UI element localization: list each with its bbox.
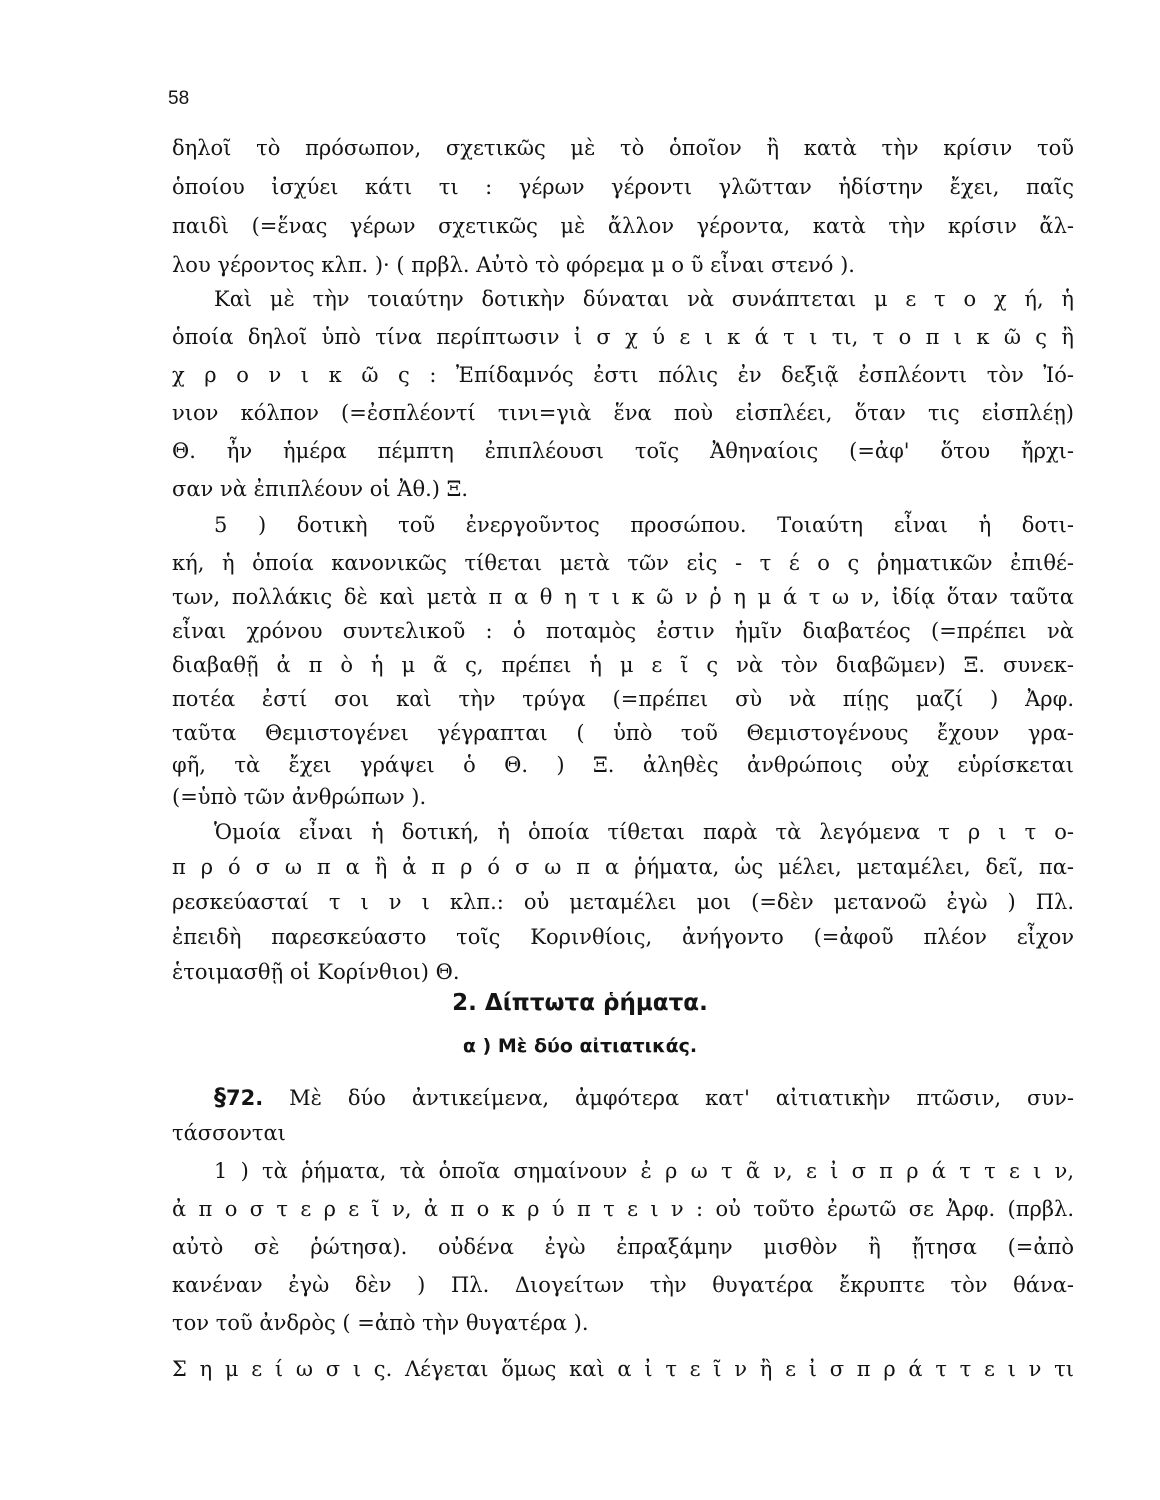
text-line: Θ. ἦν ἡμέρα πέμπτη ἐπιπλέουσι τοῖς Ἀθηναίοις (=ἀφ' ὅτου ἤρχι- (172, 439, 1074, 463)
page-number: 58 (168, 88, 190, 109)
section-text: Μὲ δύο ἀντικείμενα, ἀμφότερα κατ' αἰτιατικὴν πτῶσιν, συν- (289, 1086, 1074, 1110)
text-line: ποτέα ἐστί σοι καὶ τὴν τρύγα (=πρέπει σὺ νὰ πίῃς μαζί ) Ἀρφ. (172, 687, 1074, 711)
section-paragraph-start (214, 1083, 1074, 1112)
section-number: 72. (226, 1086, 264, 1110)
text-line: τον τοῦ ἀνδρὸς ( =ἀπὸ τὴν θυγατέρα ). (172, 1311, 589, 1335)
text-line: διαβαθῇ ἀ π ὸ ἡ μ ᾶ ς, πρέπει ἡ μ ε ῖ ς νὰ τὸν διαβῶμεν) Ξ. συνεκ- (172, 653, 1074, 677)
text-line: ρεσκεύασταί τ ι ν ι κλπ.: οὐ μεταμέλει μοι (=δὲν μετανοῶ ἐγὼ ) Πλ. (172, 890, 1074, 914)
section-heading: 2. Δίπτωτα ῥήματα. (452, 990, 708, 1016)
text-line: κή, ἡ ὁποία κανονικῶς τίθεται μετὰ τῶν εἰς - τ έ ο ς ῥηματικῶν ἐπιθέ- (172, 551, 1074, 575)
text-line: ἐπειδὴ παρεσκεύαστο τοῖς Κορινθίοις, ἀνήγοντο (=ἀφοῦ πλέον εἶχον (172, 925, 1074, 949)
text-line: 1 ) τὰ ῥήματα, τὰ ὁποῖα σημαίνουν ἐ ρ ω τ ᾶ ν, ε ἰ σ π ρ ά τ τ ε ι ν, (214, 1159, 1074, 1183)
text-line: δηλοῖ τὸ πρόσωπον, σχετικῶς μὲ τὸ ὁποῖον ἢ κατὰ τὴν κρίσιν τοῦ (172, 136, 1074, 160)
text-line: νιον κόλπον (=ἐσπλέοντί τινι=γιὰ ἕνα ποὺ εἰσπλέει, ὅταν τις εἰσπλέῃ) (172, 401, 1074, 425)
text-line: σαν νὰ ἐπιπλέουν οἱ Ἀθ.) Ξ. (172, 477, 469, 501)
text-line: εἶναι χρόνου συντελικοῦ : ὁ ποταμὸς ἐστιν ἡμῖν διαβατέος (=πρέπει νὰ (172, 619, 1074, 643)
text-line: ἀ π ο σ τ ε ρ ε ῖ ν, ἀ π ο κ ρ ύ π τ ε ι ν : οὐ τοῦτο ἐρωτῶ σε Ἀρφ. (πρβλ. (172, 1197, 1074, 1221)
section-symbol: § (214, 1083, 226, 1111)
text-line: ἑτοιμασθῇ οἱ Κορίνθιοι) Θ. (172, 960, 460, 984)
text-line: φῆ, τὰ ἔχει γράψει ὁ Θ. ) Ξ. ἀληθὲς ἀνθρώποις οὐχ εὑρίσκεται (172, 753, 1074, 777)
text-line: χ ρ ο ν ι κ ῶ ς : Ἐπίδαμνός ἐστι πόλις ἐν δεξιᾷ ἐσπλέοντι τὸν Ἰό- (172, 363, 1074, 387)
text-line: των, πολλάκις δὲ καὶ μετὰ π α θ η τ ι κ ῶ ν ῥ η μ ά τ ω ν, ἰδίᾳ ὅταν ταῦτα (172, 585, 1074, 609)
text-line: αὐτὸ σὲ ῥώτησα). οὐδένα ἐγὼ ἐπραξάμην μισθὸν ἢ ᾔτησα (=ἀπὸ (172, 1235, 1074, 1259)
text-line: παιδὶ (=ἕνας γέρων σχετικῶς μὲ ἄλλον γέροντα, κατὰ τὴν κρίσιν ἄλ- (172, 214, 1074, 238)
text-line: ταῦτα Θεμιστογένει γέγραπται ( ὑπὸ τοῦ Θεμιστογένους ἔχουν γρα- (172, 721, 1074, 745)
text-line: Καὶ μὲ τὴν τοιαύτην δοτικὴν δύναται νὰ συνάπτεται μ ε τ ο χ ή, ἡ (214, 287, 1074, 311)
text-line: (=ὑπὸ τῶν ἀνθρώπων ). (172, 785, 427, 809)
text-line: 5 ) δοτικὴ τοῦ ἐνεργοῦντος προσώπου. Τοιαύτη εἶναι ἡ δοτι- (214, 513, 1074, 537)
text-line: ὁποία δηλοῖ ὑπὸ τίνα περίπτωσιν ἰ σ χ ύ ε ι κ ά τ ι τι, τ ο π ι κ ῶ ς ἢ (172, 325, 1074, 349)
text-line: λου γέροντος κλπ. )· ( πρβλ. Αὐτὸ τὸ φόρεμα μ ο ῦ εἶναι στενό ). (172, 253, 855, 277)
note-line: Σ η μ ε ί ω σ ι ς. Λέγεται ὅμως καὶ α ἰ τ ε ῖ ν ἢ ε ἰ σ π ρ ά τ τ ε ι ν τι (172, 1357, 1074, 1381)
text-line: τάσσονται (172, 1121, 286, 1145)
subsection-heading: α ) Μὲ δύο αἰτιατικάς. (462, 1035, 698, 1057)
text-line: ὁποίου ἰσχύει κάτι τι : γέρων γέροντι γλῶτταν ἡδίστην ἔχει, παῖς (172, 175, 1074, 199)
text-line: Ὁμοία εἶναι ἡ δοτική, ἡ ὁποία τίθεται παρὰ τὰ λεγόμενα τ ρ ι τ ο- (214, 820, 1074, 844)
text-line: π ρ ό σ ω π α ἢ ἀ π ρ ό σ ω π α ῥήματα, ὡς μέλει, μεταμέλει, δεῖ, πα- (172, 855, 1074, 879)
text-line: κανέναν ἐγὼ δὲν ) Πλ. Διογείτων τὴν θυγατέρα ἔκρυπτε τὸν θάνα- (172, 1273, 1074, 1297)
